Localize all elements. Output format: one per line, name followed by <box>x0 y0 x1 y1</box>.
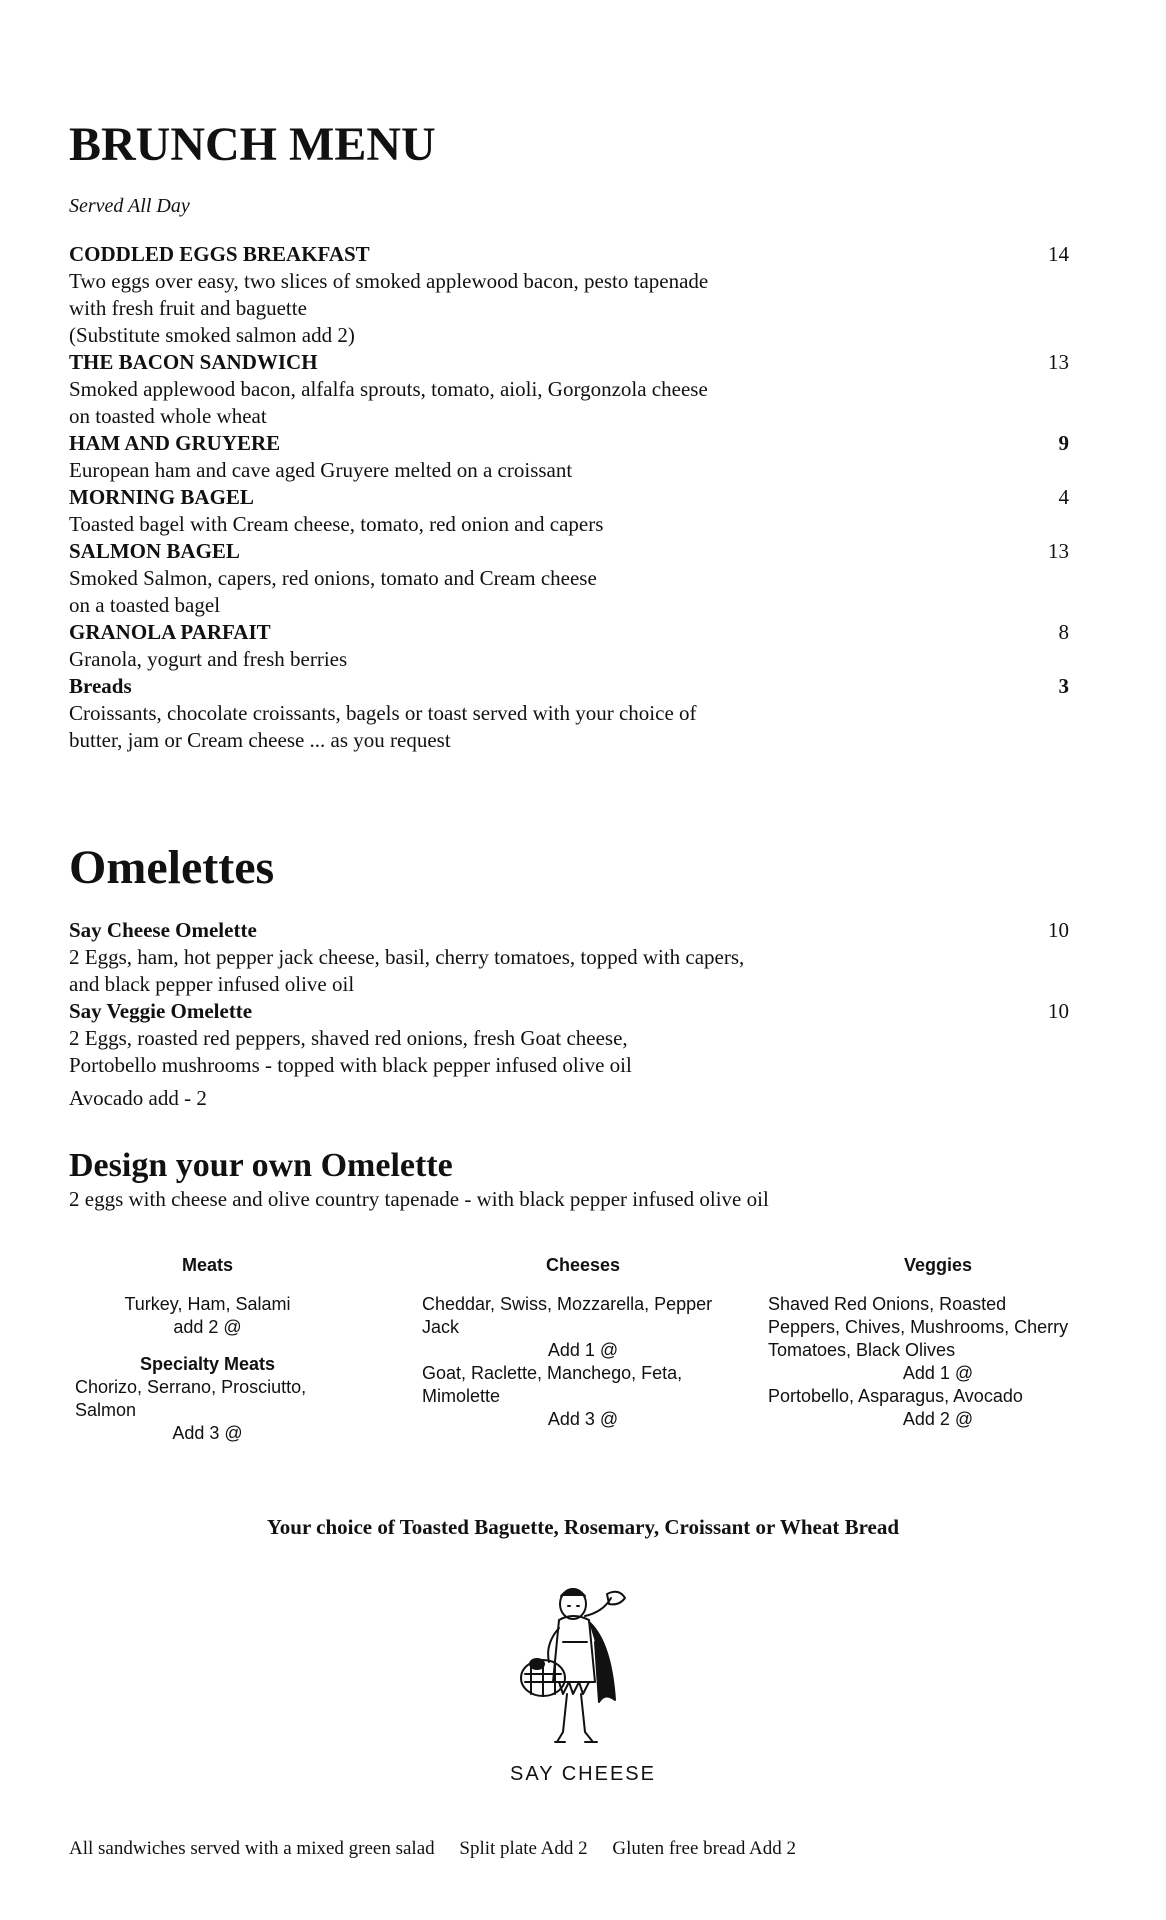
menu-item <box>69 484 1069 538</box>
meats-list: Turkey, Ham, Salami <box>124 1294 291 1314</box>
menu-item <box>69 538 1069 619</box>
item-description: Two eggs over easy, two slices of smoked applewood bacon, pesto tapenade with fresh fruit and baguette (Substitute smoked salmon add 2) <box>69 269 709 347</box>
item-description: Croissants, chocolate croissants, bagels or toast served with your choice of butter, jam or Cream cheese ... as you request <box>69 701 697 752</box>
menu-item <box>69 917 1069 998</box>
bread-choice: Your choice of Toasted Baguette, Rosemary, Croissant or Wheat Bread <box>266 1515 900 1539</box>
menu-item <box>69 241 1069 349</box>
specialty-meats-list: Chorizo, Serrano, Prosciutto, Salmon <box>75 1377 307 1420</box>
cheeses-price: Add 1 @ <box>547 1340 619 1360</box>
item-price: 13 <box>1048 350 1069 374</box>
veggies-heading: Veggies <box>903 1255 973 1275</box>
brunch-subtitle: Served All Day <box>69 195 190 217</box>
veggies-column <box>768 1254 1108 1431</box>
footer-gluten-note: Gluten free bread Add 2 <box>612 1838 796 1859</box>
premium-veggies-list: Portobello, Asparagus, Avocado <box>768 1386 1023 1406</box>
omelettes-title: Omelettes <box>69 841 275 894</box>
item-price: 13 <box>1048 539 1069 563</box>
item-description: 2 Eggs, roasted red peppers, shaved red onions, fresh Goat cheese, Portobello mushrooms - topped with black pepper infused olive oil <box>69 1026 632 1077</box>
item-price: 8 <box>1058 620 1069 644</box>
footer-notes <box>69 1838 816 1860</box>
item-description: Granola, yogurt and fresh berries <box>69 647 348 671</box>
footer-split-note: Split plate Add 2 <box>459 1838 588 1859</box>
item-description: Smoked applewood bacon, alfalfa sprouts, tomato, aioli, Gorgonzola cheese on toasted whole wheat <box>69 377 708 428</box>
item-name: Breads <box>69 674 132 698</box>
menu-item <box>69 998 1069 1079</box>
item-name: THE BACON SANDWICH <box>69 350 318 374</box>
item-name: CODDLED EGGS BREAKFAST <box>69 242 370 266</box>
omelette-items <box>69 917 1069 1079</box>
design-title: Design your own Omelette <box>69 1147 453 1184</box>
item-price: 10 <box>1048 999 1069 1023</box>
item-description: 2 Eggs, ham, hot pepper jack cheese, basil, cherry tomatoes, topped with capers, and black pepper infused olive oil <box>69 945 745 996</box>
specialty-meats-price: Add 3 @ <box>172 1423 243 1443</box>
meats-column <box>75 1254 340 1445</box>
footer-salad-note: All sandwiches served with a mixed green salad <box>69 1838 435 1859</box>
item-name: Say Veggie Omelette <box>69 999 253 1023</box>
item-price: 14 <box>1048 242 1069 266</box>
item-description: European ham and cave aged Gruyere melted on a croissant <box>69 458 573 482</box>
premium-cheeses-list: Goat, Raclette, Manchego, Feta, Mimolette <box>422 1363 683 1406</box>
cheeses-list: Cheddar, Swiss, Mozzarella, Pepper Jack <box>422 1294 713 1337</box>
logo-text: SAY CHEESE <box>510 1763 656 1785</box>
menu-item <box>69 673 1069 754</box>
item-price: 4 <box>1058 485 1069 509</box>
avocado-note: Avocado add - 2 <box>69 1086 207 1110</box>
cheeses-heading: Cheeses <box>545 1255 621 1275</box>
design-subtitle: 2 eggs with cheese and olive country tapenade - with black pepper infused olive oil <box>69 1187 769 1211</box>
item-price: 10 <box>1048 918 1069 942</box>
item-name: MORNING BAGEL <box>69 485 254 509</box>
specialty-meats-heading: Specialty Meats <box>139 1354 276 1374</box>
premium-veggies-price: Add 2 @ <box>902 1409 974 1429</box>
say-cheese-logo-figure-icon <box>515 1582 650 1752</box>
item-name: GRANOLA PARFAIT <box>69 620 271 644</box>
meats-heading: Meats <box>181 1255 234 1275</box>
item-price: 9 <box>1058 431 1069 455</box>
menu-item <box>69 619 1069 673</box>
item-price: 3 <box>1058 674 1069 698</box>
brunch-title: BRUNCH MENU <box>69 118 436 171</box>
cheeses-column <box>422 1254 744 1431</box>
menu-item <box>69 349 1069 430</box>
brunch-items <box>69 241 1069 754</box>
premium-cheeses-price: Add 3 @ <box>547 1409 619 1429</box>
item-description: Toasted bagel with Cream cheese, tomato, red onion and capers <box>69 512 604 536</box>
veggies-list: Shaved Red Onions, Roasted Peppers, Chives, Mushrooms, Cherry Tomatoes, Black Olives <box>768 1294 1069 1360</box>
item-description: Smoked Salmon, capers, red onions, tomato and Cream cheese on a toasted bagel <box>69 566 597 617</box>
item-name: HAM AND GRUYERE <box>69 431 281 455</box>
item-name: SALMON BAGEL <box>69 539 240 563</box>
item-name: Say Cheese Omelette <box>69 918 257 942</box>
veggies-price: Add 1 @ <box>902 1363 974 1383</box>
meats-price: add 2 @ <box>173 1317 242 1337</box>
menu-item <box>69 430 1069 484</box>
